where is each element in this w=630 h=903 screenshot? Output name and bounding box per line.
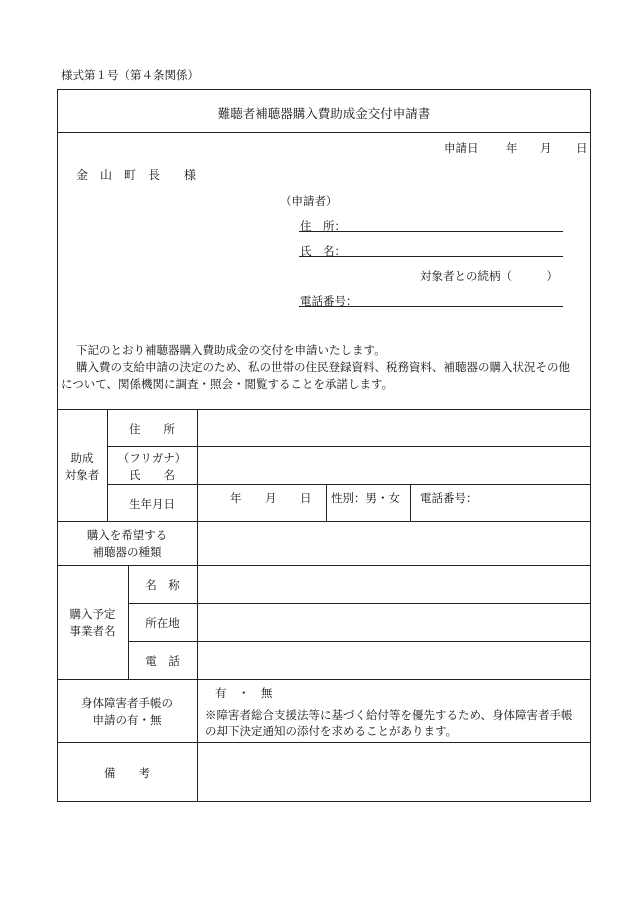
subject-address-field[interactable] [198,410,590,446]
vendor-group-label-2: 事業者名 [69,624,116,638]
disability-label-1: 身体障害者手帳の [81,696,173,710]
vendor-phone-field[interactable] [198,642,590,679]
applicant-phone-line[interactable] [299,306,563,307]
subject-gender[interactable]: 性別：男・女 [331,491,400,505]
subject-phone-label[interactable]: 電話番号： [420,491,478,505]
date-year: 年 [506,141,518,155]
applicant-phone-label[interactable]: 電話番号： [300,294,358,308]
subject-name-label: 氏 名 [129,468,175,482]
disability-choice[interactable]: 有 ・ 無 [215,686,273,700]
form-number: 様式第１号（第４条関係） [61,68,199,82]
applicant-name-label[interactable]: 氏 名： [300,244,346,258]
subject-birth-day[interactable]: 日 [300,491,312,505]
table-divider-disability [57,679,591,680]
applicant-address-label[interactable]: 住 所： [300,219,346,233]
applicant-address-line[interactable] [299,231,563,232]
statement-line-2: 購入費の支給申請の決定のため、私の世帯の住民登録資料、税務資料、補聴器の購入状況その他 [76,360,571,374]
birthdate-gender-divider [326,484,327,521]
disability-label-2: 申請の有・無 [92,713,162,727]
applicant-heading: （申請者） [280,194,338,208]
subject-birth-month[interactable]: 月 [265,491,277,505]
subject-birthdate-label: 生年月日 [129,497,175,511]
vendor-location-field[interactable] [198,604,590,641]
subject-name-field[interactable] [198,447,590,484]
subject-group-label-2: 対象者 [64,468,100,482]
subject-address-label: 住 所 [129,422,175,436]
subject-group-label-1: 助成 [70,451,94,465]
hearing-aid-label-1: 購入を希望する [86,528,168,542]
date-day: 日 [576,141,588,155]
statement-line-1: 下記のとおり補聴器購入費助成金の交付を申請いたします。 [76,343,386,357]
date-month: 月 [540,141,552,155]
date-label: 申請日 [444,141,479,155]
vendor-name-field[interactable] [198,566,590,603]
hearing-aid-label-2: 補聴器の種類 [92,545,162,559]
subject-birth-year[interactable]: 年 [230,491,242,505]
form-title: 難聴者補聴器購入費助成金交付申請書 [217,106,431,121]
disability-note-1: ※障害者総合支援法等に基づく給付等を優先するため、身体障害者手帳 [205,708,573,722]
addressee: 金 山 町 長 様 [76,168,197,182]
subject-furigana-label: （フリガナ） [117,451,187,465]
subject-row-divider-2 [107,484,591,485]
vendor-location-label: 所在地 [145,616,180,630]
applicant-relation-label[interactable]: 対象者との続柄（ ） [420,269,558,283]
disability-note-2: の却下決定通知の添付を求めることがあります。 [205,724,458,738]
remarks-field[interactable] [198,743,590,801]
remarks-label: 備 考 [104,766,150,780]
vendor-group-label-1: 購入予定 [69,607,116,621]
applicant-name-line[interactable] [299,256,563,257]
statement-line-3: について、関係機関に調査・照会・閲覧することを承諾します。 [61,377,394,391]
gender-phone-divider [410,484,411,521]
vendor-phone-label: 電 話 [145,654,180,668]
title-divider [57,132,591,133]
hearing-aid-field[interactable] [198,522,590,565]
vendor-name-label: 名 称 [145,578,180,592]
